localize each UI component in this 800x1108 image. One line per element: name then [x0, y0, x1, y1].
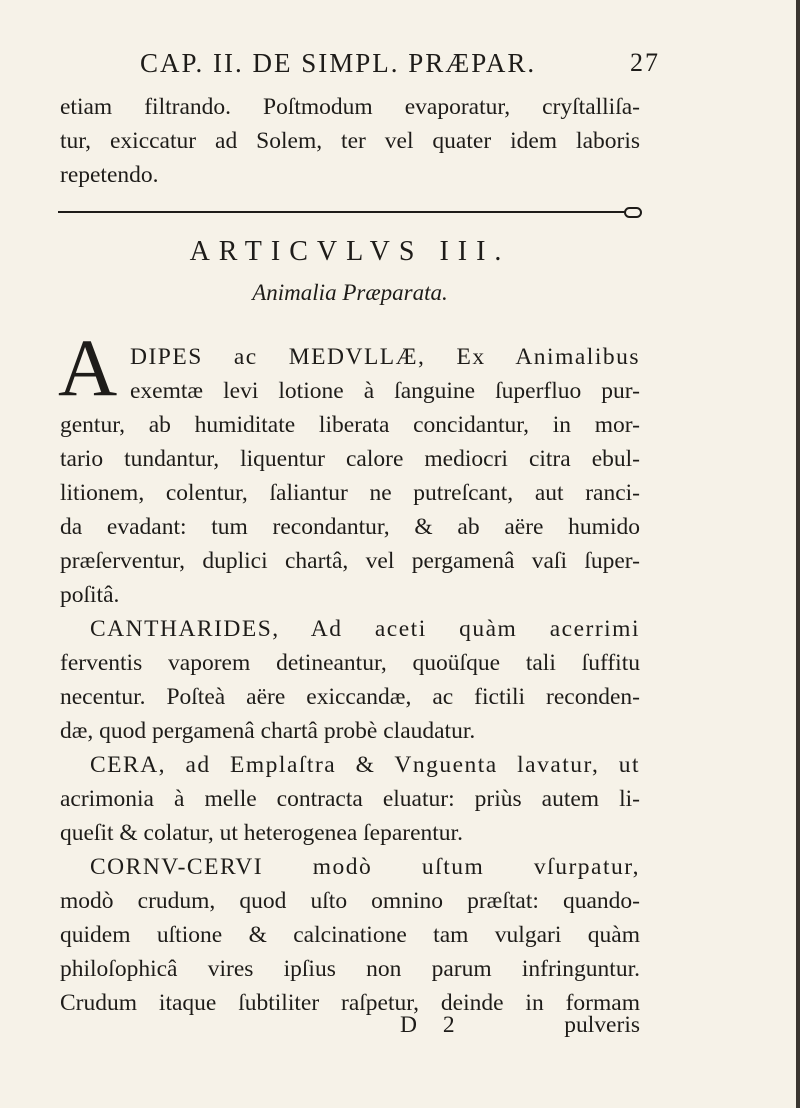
page-edge	[796, 0, 800, 1108]
signature-mark: D 2	[400, 1012, 465, 1038]
text-line: etiam filtrando. Poſtmodum evaporatur, cryſtalliſa-	[60, 94, 640, 120]
text-line: quidem uſtione & calcinatione tam vulgari quàm	[60, 922, 640, 948]
text-line: necentur. Poſteà aëre exiccandæ, ac fictili reconden-	[60, 684, 640, 710]
text-line: philoſophicâ vires ipſius non parum infringuntur.	[60, 956, 640, 982]
text-line: gentur, ab humiditate liberata concidantur, in mor-	[60, 412, 640, 438]
text-line: ferventis vaporem detineantur, quoüſque tali ſuffitu	[60, 650, 640, 676]
text-line: CORNV-CERVI modò uſtum vſurpatur,	[90, 854, 640, 880]
text-line: CANTHARIDES, Ad aceti quàm acerrimi	[90, 616, 640, 642]
text-line: præſerventur, duplici chartâ, vel pergamenâ vaſi ſuper-	[60, 548, 640, 574]
page-number: 27	[630, 48, 660, 77]
ornamental-rule	[58, 211, 640, 213]
text-line: da evadant: tum recondantur, & ab aëre humido	[60, 514, 640, 540]
text-line: modò crudum, quod uſto omnino præſtat: quando-	[60, 888, 640, 914]
text-line: tario tundantur, liquentur calore mediocri citra ebul-	[60, 446, 640, 472]
text-line: DIPES ac MEDVLLÆ, Ex Animalibus	[130, 344, 640, 370]
text-line: litionem, colentur, ſaliantur ne putreſcant, aut ranci-	[60, 480, 640, 506]
text-line: CERA, ad Emplaſtra & Vnguenta lavatur, ut	[90, 752, 640, 778]
top-paragraph	[60, 90, 640, 192]
rule-ornament	[624, 207, 642, 218]
running-head	[140, 48, 660, 88]
running-head-title: CAP. II. DE SIMPL. PRÆPAR.	[140, 48, 537, 78]
catchword: pulveris	[564, 1012, 640, 1038]
text-line: Crudum itaque ſubtiliter raſpetur, deinde in formam	[60, 990, 640, 1016]
text-line: exemtæ levi lotione à ſanguine ſuperfluo pur-	[130, 378, 640, 404]
drop-cap: A	[58, 322, 118, 413]
text-line: repetendo.	[60, 162, 159, 188]
page-footer	[60, 1012, 640, 1046]
article-heading: ARTICVLVS III.	[189, 236, 511, 267]
body-text	[60, 612, 640, 1020]
adipes-first-lines	[130, 340, 640, 408]
text-line: queſit & colatur, ut heterogenea ſeparentur.	[60, 820, 463, 846]
text-line: acrimonia à melle contracta eluatur: priùs autem li-	[60, 786, 640, 812]
text-line: tur, exiccatur ad Solem, ter vel quater idem laboris	[60, 128, 640, 154]
adipes-paragraph	[60, 408, 640, 612]
text-line: dæ, quod pergamenâ chartâ probè claudatur.	[60, 718, 476, 744]
article-subtitle: Animalia Præparata.	[252, 280, 448, 305]
text-line: poſitâ.	[60, 582, 120, 608]
